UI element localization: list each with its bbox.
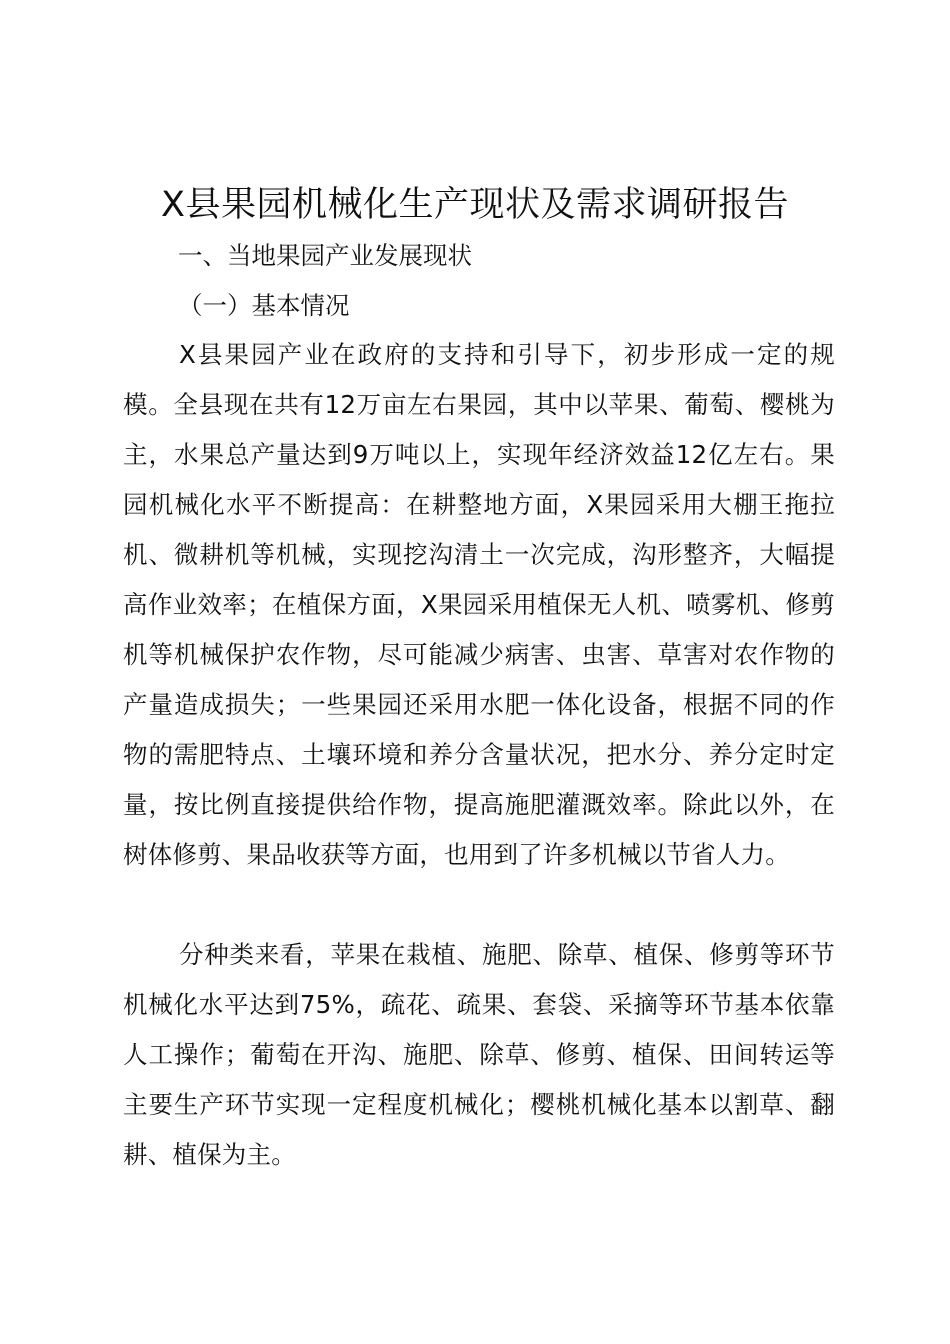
- body-paragraph: 分种类来看，苹果在栽植、施肥、除草、植保、修剪等环节机械化水平达到75%，疏花、疏果、套袋、采摘等环节基本依靠人工操作；葡萄在开沟、施肥、除草、修剪、植保、田间转运等主要生产环节实现一定程度机械化；樱桃机械化基本以割草、翻耕、植保为主。: [123, 940, 835, 1169]
- subsection-heading: （一）基本情况: [178, 291, 350, 320]
- document-title: X县果园机械化生产现状及需求调研报告: [161, 185, 789, 225]
- body-paragraph: X县果园产业在政府的支持和引导下，初步形成一定的规模。全县现在共有12万亩左右果园，其中以苹果、葡萄、樱桃为主，水果总产量达到9万吨以上，实现年经济效益12亿左右。果园机械化水平不断提高：在耕整地方面，X果园采用大棚王拖拉机、微耕机等机械，实现挖沟清土一次完成，沟形整齐，大幅提高作业效率；在植保方面，X果园采用植保无人机、喷雾机、修剪机等机械保护农作物，尽可能减少病害、虫害、草害对农作物的产量造成损失；一些果园还采用水肥一体化设备，根据不同的作物的需肥特点、土壤环境和养分含量状况，把水分、养分定时定量，按比例直接提供给作物，提高施肥灌溉效率。除此以外，在树体修剪、果品收获等方面，也用到了许多机械以节省人力。: [123, 340, 835, 869]
- section-heading: 一、当地果园产业发展现状: [178, 241, 472, 270]
